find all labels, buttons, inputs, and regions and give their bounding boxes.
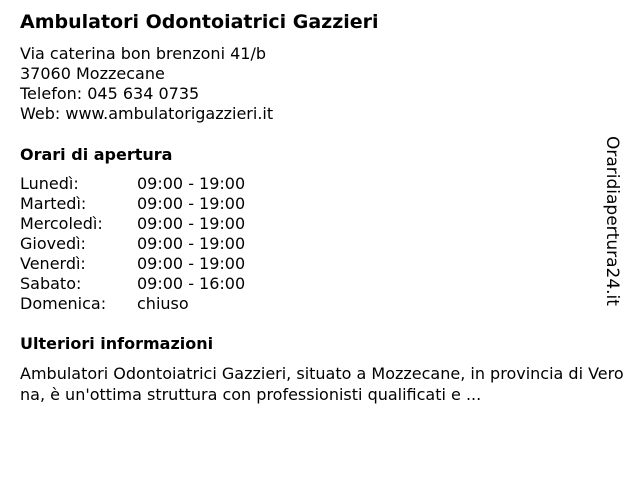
day-hours: chiuso — [137, 294, 189, 313]
day-hours: 09:00 - 19:00 — [137, 194, 246, 213]
opening-hours-heading: Orari di apertura — [20, 145, 173, 164]
additional-info-heading: Ulteriori informazioni — [20, 334, 214, 353]
day-label: Domenica: — [20, 294, 107, 313]
site-watermark: Oraridiapertura24.it — [602, 136, 622, 306]
day-hours: 09:00 - 16:00 — [137, 274, 246, 293]
city: 37060 Mozzecane — [20, 64, 165, 83]
day-hours: 09:00 - 19:00 — [137, 234, 246, 253]
day-hours: 09:00 - 19:00 — [137, 254, 246, 273]
day-label: Mercoledì: — [20, 214, 103, 233]
business-address — [20, 44, 273, 124]
phone-number: Telefon: 045 634 0735 — [20, 84, 200, 103]
additional-info-text: Ambulatori Odontoiatrici Gazzieri, situato a Mozzecane, in provincia di Verona, è un'ottima struttura con professionisti qualificati e ... — [20, 364, 624, 404]
day-label: Sabato: — [20, 274, 82, 293]
street-address: Via caterina bon brenzoni 41/b — [20, 44, 267, 63]
day-hours: 09:00 - 19:00 — [137, 214, 246, 233]
day-label: Venerdì: — [20, 254, 86, 273]
day-label: Giovedì: — [20, 234, 86, 253]
day-hours: 09:00 - 19:00 — [137, 174, 246, 193]
website: Web: www.ambulatorigazzieri.it — [20, 104, 274, 123]
day-label: Martedì: — [20, 194, 87, 213]
day-label: Lunedì: — [20, 174, 79, 193]
business-name: Ambulatori Odontoiatrici Gazzieri — [20, 11, 379, 33]
